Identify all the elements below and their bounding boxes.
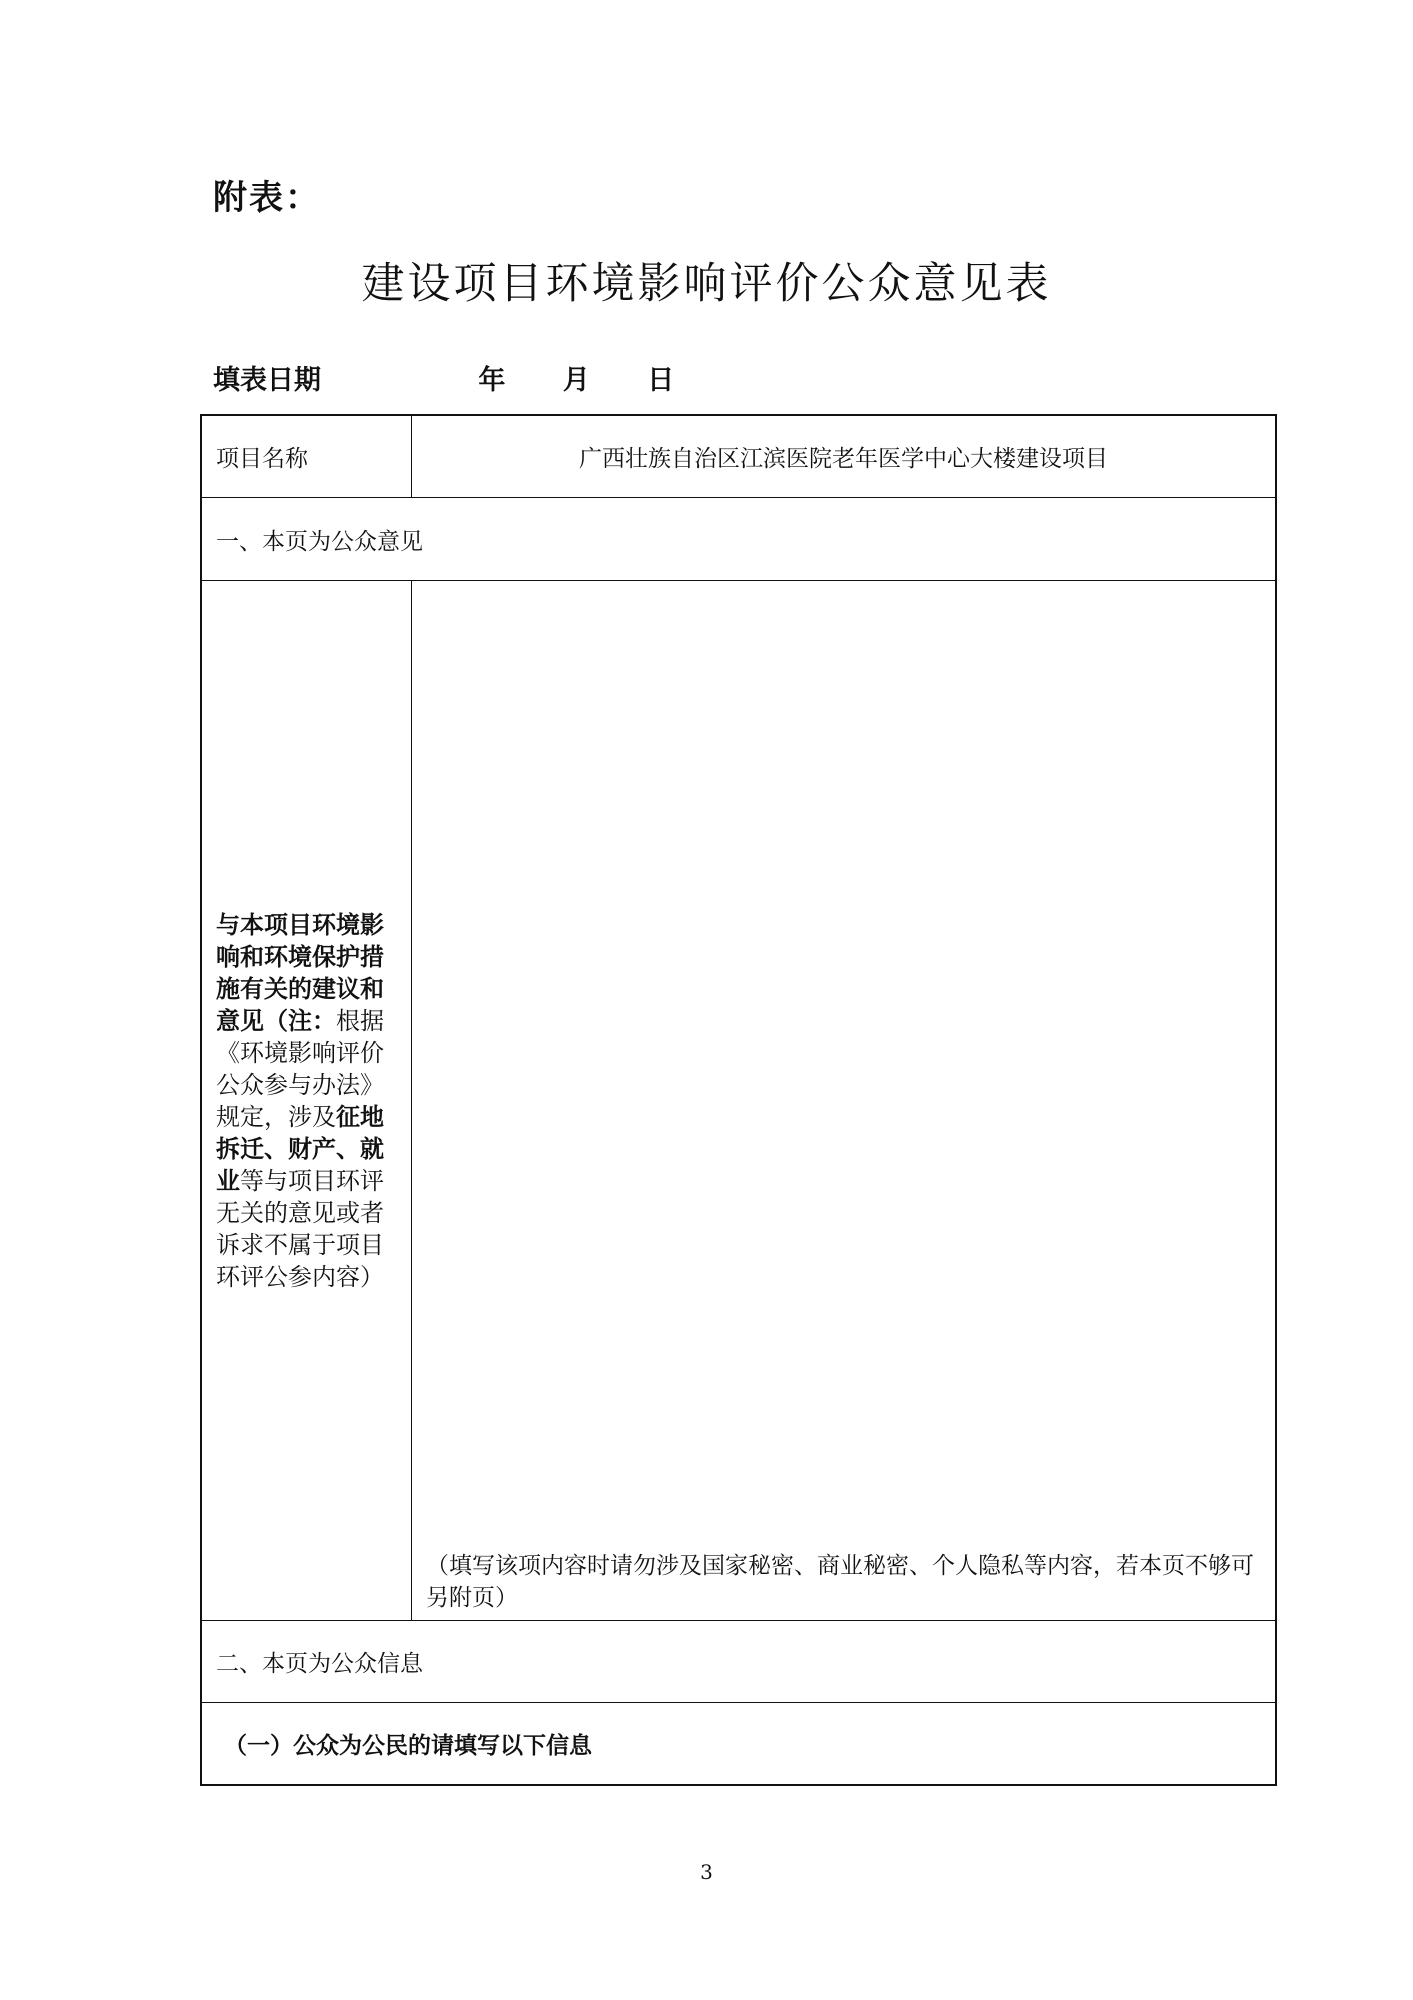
appendix-label: 附表： (213, 178, 321, 218)
project-name-value: 广西壮族自治区江滨医院老年医学中心大楼建设项目 (579, 446, 1108, 472)
form-title: 建设项目环境影响评价公众意见表 (361, 259, 1052, 309)
opinion-input-area[interactable] (412, 581, 1275, 1620)
project-name-label: 项目名称 (202, 416, 412, 497)
date-day-unit: 日 (647, 365, 675, 396)
section-two-heading: 二、本页为公众信息 (216, 1651, 423, 1677)
opinion-label-cell (202, 581, 412, 1620)
section-one-row (202, 498, 1275, 581)
fill-date-row (213, 358, 722, 397)
date-month-unit: 月 (562, 365, 590, 396)
opinion-label-normal-part-2: 等与项目环评无关的意见或者诉求不属于项目环评公参内容） (216, 1166, 384, 1291)
opinion-note: （填写该项内容时请勿涉及国家秘密、商业秘密、个人隐私等内容，若本页不够可另附页） (426, 1553, 1254, 1611)
public-opinion-form-table (200, 414, 1277, 1786)
opinion-row (202, 581, 1275, 1621)
project-name-row (202, 416, 1275, 498)
fill-date-label: 填表日期 (213, 365, 321, 396)
date-year-unit: 年 (478, 365, 506, 396)
section-two-row (202, 1621, 1275, 1703)
subsection-one-heading: （一）公众为公民的请填写以下信息 (224, 1733, 592, 1759)
page-number: 3 (700, 1860, 713, 1884)
opinion-label-text (216, 909, 399, 1293)
subsection-one-row (202, 1703, 1275, 1784)
opinion-label-bold-part-2: 征地拆迁、财产、就业 (216, 1102, 384, 1195)
section-one-heading: 一、本页为公众意见 (216, 528, 423, 555)
opinion-label-bold-part-1: 与本项目环境影响和环境保护措施有关的建议和意见（注： (216, 910, 384, 1035)
opinion-label-normal-part-1: 根据《环境影响评价公众参与办法》规定，涉及 (216, 1006, 384, 1131)
